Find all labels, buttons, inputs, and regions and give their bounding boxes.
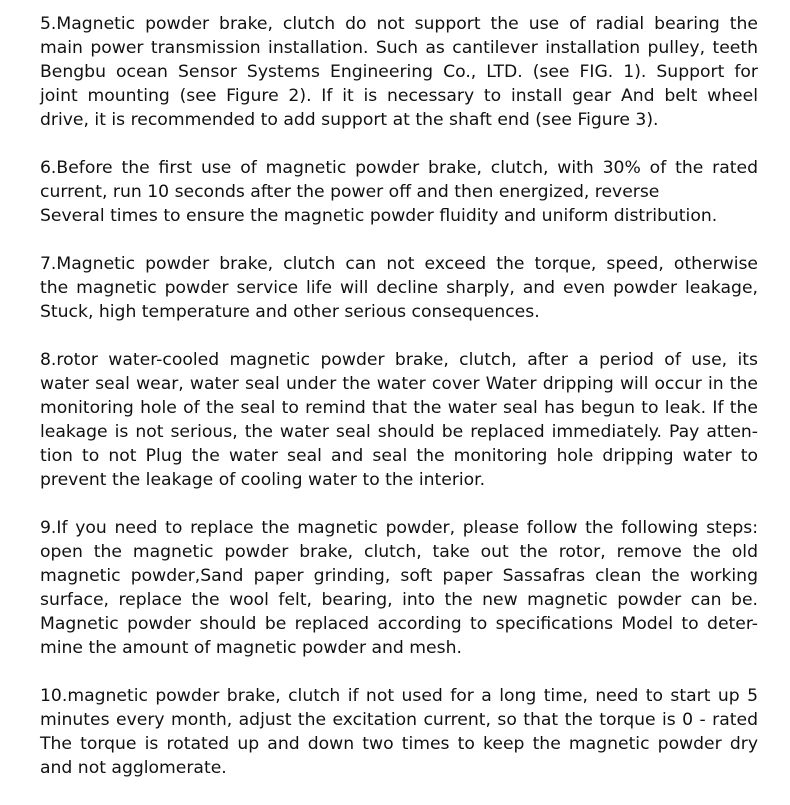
text-line: open the magnetic powder brake, clutch, take out the rotor, remove the old xyxy=(40,542,758,562)
paragraph-item-5 xyxy=(40,12,758,132)
text-line: current, run 10 seconds after the power off and then energized, reverse xyxy=(40,182,660,202)
text-line: drive, it is recommended to add support at the shaft end (see Figure 3). xyxy=(40,110,659,130)
text-line: surface, replace the wool felt, bearing, into the new magnetic powder can be. xyxy=(40,590,758,610)
text-line: 5.Magnetic powder brake, clutch do not support the use of radial bearing the xyxy=(40,14,758,34)
paragraph-item-9 xyxy=(40,516,758,660)
text-line: tion to not Plug the water seal and seal the monitoring hole dripping water to xyxy=(40,446,758,466)
paragraph-item-8 xyxy=(40,348,758,492)
text-line: monitoring hole of the seal to remind that the water seal has begun to leak. If the xyxy=(40,398,758,418)
text-line: mine the amount of magnetic powder and mesh. xyxy=(40,638,462,658)
paragraph-item-6 xyxy=(40,156,758,228)
text-line: the magnetic powder service life will decline sharply, and even powder leakage, xyxy=(40,278,758,298)
text-line: 7.Magnetic powder brake, clutch can not exceed the torque, speed, otherwise xyxy=(40,254,758,274)
text-line: Bengbu ocean Sensor Systems Engineering Co., LTD. (see FIG. 1). Support for xyxy=(40,62,758,82)
text-line: The torque is rotated up and down two times to keep the magnetic powder dry xyxy=(40,734,758,754)
text-line: leakage is not serious, the water seal should be replaced immediately. Pay atten- xyxy=(40,422,758,442)
text-line: Several times to ensure the magnetic powder fluidity and uniform distribution. xyxy=(40,206,718,226)
text-line: minutes every month, adjust the excitation current, so that the torque is 0 - rated xyxy=(40,710,758,730)
text-line: 8.rotor water-cooled magnetic powder brake, clutch, after a period of use, its xyxy=(40,350,758,370)
text-line: water seal wear, water seal under the water cover Water dripping will occur in the xyxy=(40,374,758,394)
text-line: main power transmission installation. Such as cantilever installation pulley, teeth xyxy=(40,38,758,58)
text-line: joint mounting (see Figure 2). If it is necessary to install gear And belt wheel xyxy=(40,86,758,106)
text-line: 6.Before the first use of magnetic powder brake, clutch, with 30% of the rated xyxy=(40,158,758,178)
text-line: Magnetic powder should be replaced according to specifications Model to deter- xyxy=(40,614,758,634)
text-line: prevent the leakage of cooling water to the interior. xyxy=(40,470,486,490)
text-line: Stuck, high temperature and other serious consequences. xyxy=(40,302,540,322)
document-page xyxy=(40,12,758,804)
text-line: 9.If you need to replace the magnetic powder, please follow the following steps: xyxy=(40,518,758,538)
text-line: and not agglomerate. xyxy=(40,758,227,778)
paragraph-item-7 xyxy=(40,252,758,324)
text-line: 10.magnetic powder brake, clutch if not used for a long time, need to start up 5 xyxy=(40,686,758,706)
text-line: magnetic powder,Sand paper grinding, soft paper Sassafras clean the working xyxy=(40,566,758,586)
paragraph-item-10 xyxy=(40,684,758,780)
